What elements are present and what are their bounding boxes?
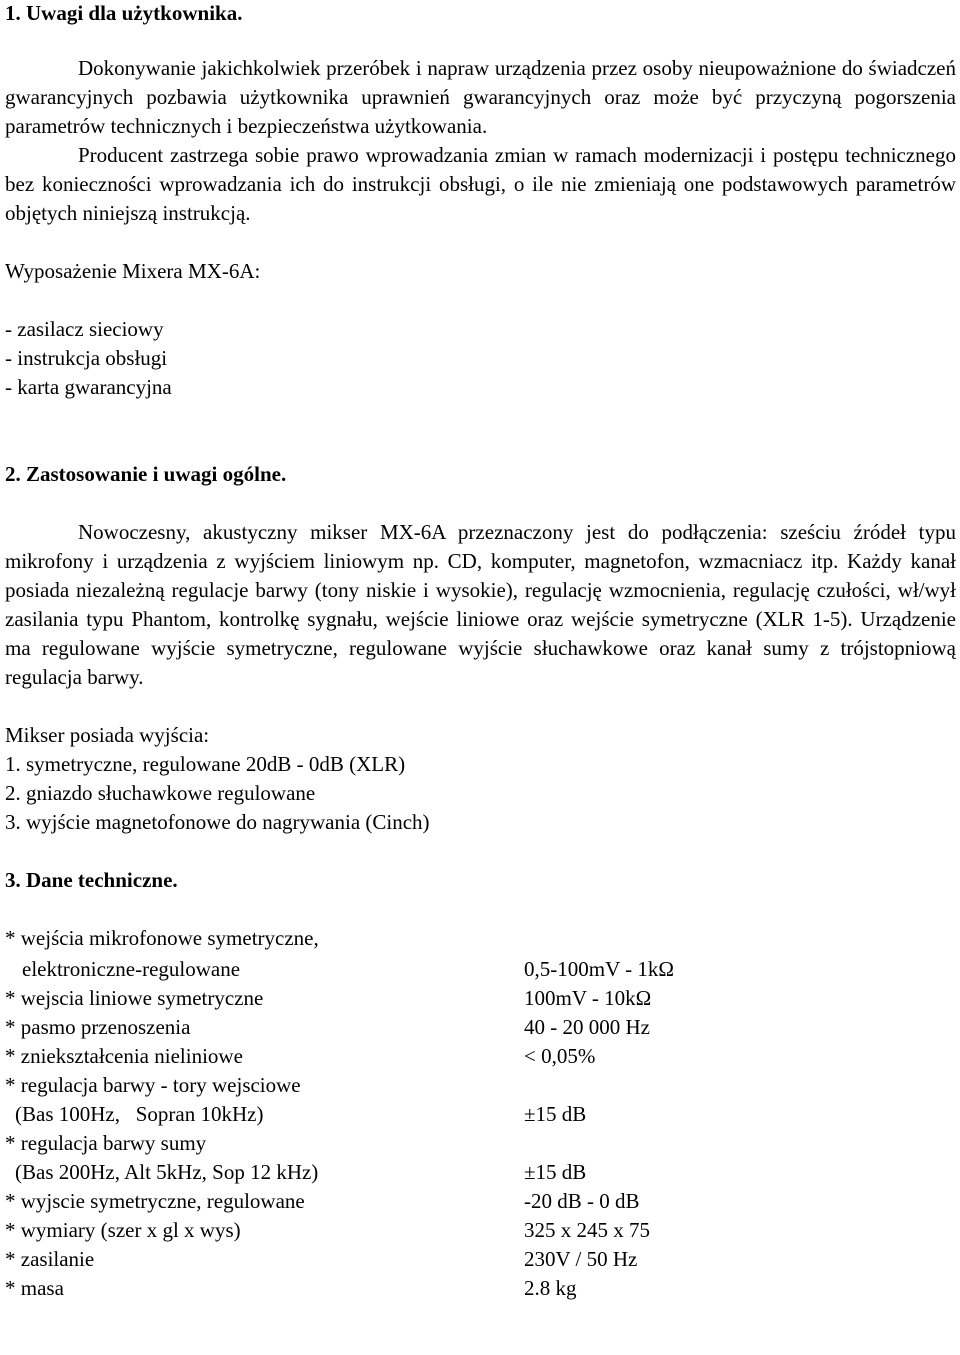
spec-label: * zasilanie (5, 1247, 95, 1271)
spec-row (5, 924, 956, 953)
section-1-heading: 1. Uwagi dla użytkownika. (5, 1, 243, 25)
spec-value: ±15 dB (524, 1160, 587, 1184)
spec-row (5, 1216, 956, 1245)
outputs-title: Mikser posiada wyjścia: (5, 723, 210, 747)
application-paragraph: Nowoczesny, akustyczny mikser MX-6A przeznaczony jest do podłączenia: sześciu źródeł typu mikrofony i urządzenia z wyjściem liniowym np. CD, komputer, magnetofon, wzmacniacz itp. Każdy kanał posiada niezależną regulacje barwy (tony niskie i wysokie), regulację wzmocnienia, regulację czułości, wł/wył zasilania typu Phantom, kontrolkę sygnału, wejście liniowe oraz wejście symetryczne (XLR 1-5). Urządzenie ma regulowane wyjście symetryczne, regulowane wyjście słuchawkowe oraz kanał sumy z trójstopniową regulacja barwy. (5, 520, 956, 689)
spec-row (5, 984, 956, 1013)
spec-value: -20 dB - 0 dB (524, 1189, 640, 1213)
spec-row (5, 1100, 956, 1129)
section-3-heading: 3. Dane techniczne. (5, 868, 178, 892)
equipment-item: - instrukcja obsługi (5, 346, 168, 370)
equipment-item: - karta gwarancyjna (5, 375, 172, 399)
spec-label: * wymiary (szer x gl x wys) (5, 1218, 241, 1242)
spec-row (5, 955, 956, 986)
equipment-list (5, 315, 956, 402)
output-item: 1. symetryczne, regulowane 20dB - 0dB (XLR) (5, 752, 406, 776)
spec-label: * regulacja barwy - tory wejsciowe (5, 1073, 301, 1097)
spec-label: (Bas 200Hz, Alt 5kHz, Sop 12 kHz) (15, 1160, 319, 1184)
spec-label: * wejścia mikrofonowe symetryczne, (5, 926, 319, 950)
output-item: 3. wyjście magnetofonowe do nagrywania (Cinch) (5, 810, 430, 834)
document-page (5, 0, 956, 1303)
spec-row (5, 1187, 956, 1216)
spec-label: * wyjscie symetryczne, regulowane (5, 1189, 305, 1213)
spec-label: * masa (5, 1276, 64, 1300)
section-2-heading: 2. Zastosowanie i uwagi ogólne. (5, 462, 287, 486)
spec-row (5, 1158, 956, 1187)
spec-row (5, 1129, 956, 1158)
spec-value: ±15 dB (524, 1102, 587, 1126)
warranty-paragraph: Dokonywanie jakichkolwiek przeróbek i napraw urządzenia przez osoby nieupoważnione do świadczeń gwarancyjnych pozbawia użytkownika uprawnień gwarancyjnych oraz może być przyczyną pogorszenia parametrów technicznych i bezpieczeństwa użytkowania. (5, 56, 956, 138)
spec-value: 100mV - 10kΩ (524, 986, 652, 1010)
equipment-item: - zasilacz sieciowy (5, 317, 164, 341)
spec-label: * regulacja barwy sumy (5, 1131, 207, 1155)
spec-row (5, 1245, 956, 1274)
modification-paragraph: Producent zastrzega sobie prawo wprowadzania zmian w ramach modernizacji i postępu technicznego bez konieczności wprowadzania ich do instrukcji obsługi, o ile nie zmieniają one podstawowych parametrów objętych niniejszą instrukcją. (5, 143, 956, 225)
spec-value: 40 - 20 000 Hz (524, 1015, 650, 1039)
spec-row (5, 1274, 956, 1303)
equipment-title: Wyposażenie Mixera MX-6A: (5, 259, 261, 283)
spec-value: 325 x 245 x 75 (524, 1218, 650, 1242)
spec-value: 2.8 kg (524, 1276, 577, 1300)
spec-label: elektroniczne-regulowane (22, 957, 241, 981)
spec-value: 0,5-100mV - 1kΩ (524, 957, 674, 981)
spec-row (5, 1071, 956, 1100)
spec-row (5, 1013, 956, 1042)
spec-label: * wejscia liniowe symetryczne (5, 986, 264, 1010)
spec-label: (Bas 100Hz, Sopran 10kHz) (15, 1102, 264, 1126)
spec-row (5, 1042, 956, 1071)
specs-table (5, 924, 956, 1303)
spec-value: < 0,05% (524, 1044, 596, 1068)
spec-value: 230V / 50 Hz (524, 1247, 638, 1271)
spec-label: * pasmo przenoszenia (5, 1015, 191, 1039)
outputs-list (5, 750, 956, 837)
spec-label: * zniekształcenia nieliniowe (5, 1044, 243, 1068)
output-item: 2. gniazdo słuchawkowe regulowane (5, 781, 316, 805)
